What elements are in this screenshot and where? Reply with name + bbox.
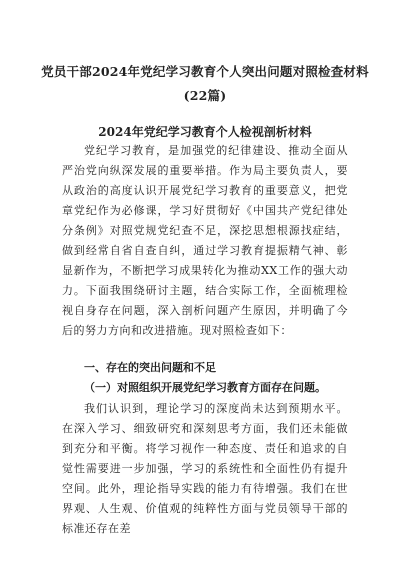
document-subtitle: 2024年党纪学习教育个人检视剖析材料 (98, 125, 312, 139)
intro-paragraph: 党纪学习教育，是加强党的纪律建设、推动全面从严治党向纵深发展的重要举措。作为局主要负责人，要从政治的高度认识开展党纪学习教育的重要意义，把党章党纪作为必修课，学习好贯彻好《中国共产党纪律处分条例》对照党规党纪查不足，深挖思想根源找症结，做到经常自省自查自纠，通过学习教育提振精气神、彰显新作为，不断把学习成果转化为推动XX工作的强大动力。下面我围绕研讨主题，结合实际工作，全面梳理检视自身存在问题，深入剖析问题产生原因，并明确了今后的努力方向和改进措施。现对照检查如下： (62, 144, 348, 337)
subsection-heading: （一）对照组织开展党纪学习教育方面存在问题。 (84, 381, 326, 394)
section-heading: 一、存在的突出问题和不足 (84, 361, 216, 374)
document-title: 党员干部2024年党纪学习教育个人突出问题对照检查材料(22篇) (41, 64, 369, 103)
body-paragraph: 我们认识到，理论学习的深度尚未达到预期水平。在深入学习、细致研究和深刻思考方面，我们还未能做到充分和平衡。将学习视作一种态度、责任和追求的自觉性需要进一步加强，学习的系统性和全面性仍有提升空间。此外，理论指导实践的能力有待增强。我们在世界观、人生观、价值观的纯粹性方面与党员领导干部的标准还存在差 (62, 402, 348, 535)
